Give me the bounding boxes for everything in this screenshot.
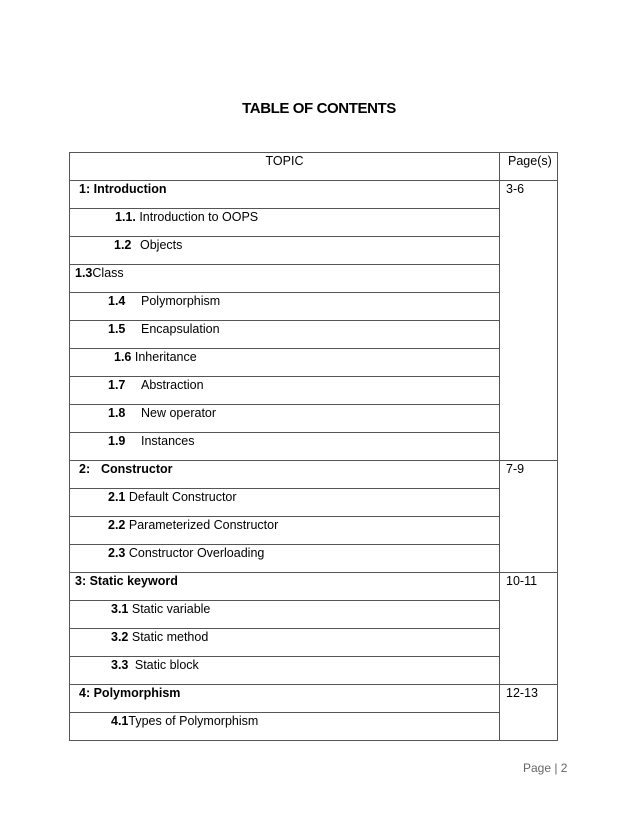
toc-num: 3:	[75, 574, 87, 588]
toc-num: 1.7	[108, 378, 126, 392]
topic-header: TOPIC	[70, 153, 500, 181]
toc-label: Instances	[141, 434, 195, 448]
toc-row	[70, 293, 558, 321]
toc-label: Inheritance	[131, 350, 197, 364]
toc-num: 3.2	[111, 630, 129, 644]
toc-num: 4:	[79, 686, 91, 700]
toc-num: 1.6	[114, 350, 132, 364]
toc-label: Objects	[140, 238, 183, 252]
toc-section-1	[70, 181, 500, 209]
toc-label: Encapsulation	[141, 322, 220, 336]
toc-row	[70, 237, 558, 265]
toc-label: Class	[92, 266, 124, 280]
toc-row	[70, 461, 558, 489]
toc-label: Introduction to OOPS	[135, 210, 259, 224]
toc-header-row	[70, 153, 558, 181]
toc-row	[70, 181, 558, 209]
toc-row	[70, 573, 558, 601]
toc-label: Introduction	[90, 182, 167, 196]
toc-row	[70, 321, 558, 349]
toc-pages-3: 10-11	[500, 573, 558, 685]
toc-label: Polymorphism	[141, 294, 221, 308]
toc-label: Default Constructor	[125, 490, 237, 504]
toc-row	[70, 713, 558, 741]
toc-row	[70, 489, 558, 517]
toc-row	[70, 433, 558, 461]
pages-header: Page(s)	[500, 153, 558, 181]
toc-section-3	[70, 573, 500, 601]
page-title: TABLE OF CONTENTS	[242, 100, 396, 117]
toc-num: 2:	[79, 462, 91, 476]
toc-num: 2.3	[108, 546, 126, 560]
toc-section-4	[70, 685, 500, 713]
toc-row	[70, 405, 558, 433]
toc-num: 1.5	[108, 322, 126, 336]
toc-pages-2: 7-9	[500, 461, 558, 573]
toc-num: 1.8	[108, 406, 126, 420]
toc-row	[70, 629, 558, 657]
toc-row	[70, 601, 558, 629]
toc-label: Static keyword	[86, 574, 178, 588]
toc-row	[70, 349, 558, 377]
toc-section-2	[70, 461, 500, 489]
toc-label: Parameterized Constructor	[125, 518, 279, 532]
toc-num: 1.2	[114, 238, 132, 252]
toc-label: New operator	[141, 406, 217, 420]
toc-num: 3.1	[111, 602, 129, 616]
toc-num: 1.4	[108, 294, 126, 308]
toc-num: 3.3	[111, 658, 129, 672]
page-number-footer: Page | 2	[523, 761, 568, 775]
toc-pages-1: 3-6	[500, 181, 558, 461]
toc-label: Static method	[128, 630, 209, 644]
toc-num: 1.3	[75, 266, 93, 280]
toc-table	[69, 152, 558, 741]
toc-num: 1:	[79, 182, 91, 196]
toc-row	[70, 517, 558, 545]
toc-num: 1.1.	[115, 210, 136, 224]
toc-pages-4: 12-13	[500, 685, 558, 741]
toc-label: Abstraction	[141, 378, 204, 392]
toc-row	[70, 685, 558, 713]
toc-label: Constructor Overloading	[125, 546, 265, 560]
toc-label: Constructor	[101, 462, 173, 476]
toc-row	[70, 209, 558, 237]
toc-num: 2.1	[108, 490, 126, 504]
toc-num: 1.9	[108, 434, 126, 448]
toc-label: Static variable	[128, 602, 211, 616]
toc-row	[70, 657, 558, 685]
toc-num: 2.2	[108, 518, 126, 532]
toc-row	[70, 377, 558, 405]
toc-row	[70, 545, 558, 573]
toc-num: 4.1	[111, 714, 129, 728]
toc-row	[70, 265, 558, 293]
toc-label: Static block	[131, 658, 199, 672]
toc-label: Types of Polymorphism	[128, 714, 259, 728]
toc-label: Polymorphism	[90, 686, 181, 700]
